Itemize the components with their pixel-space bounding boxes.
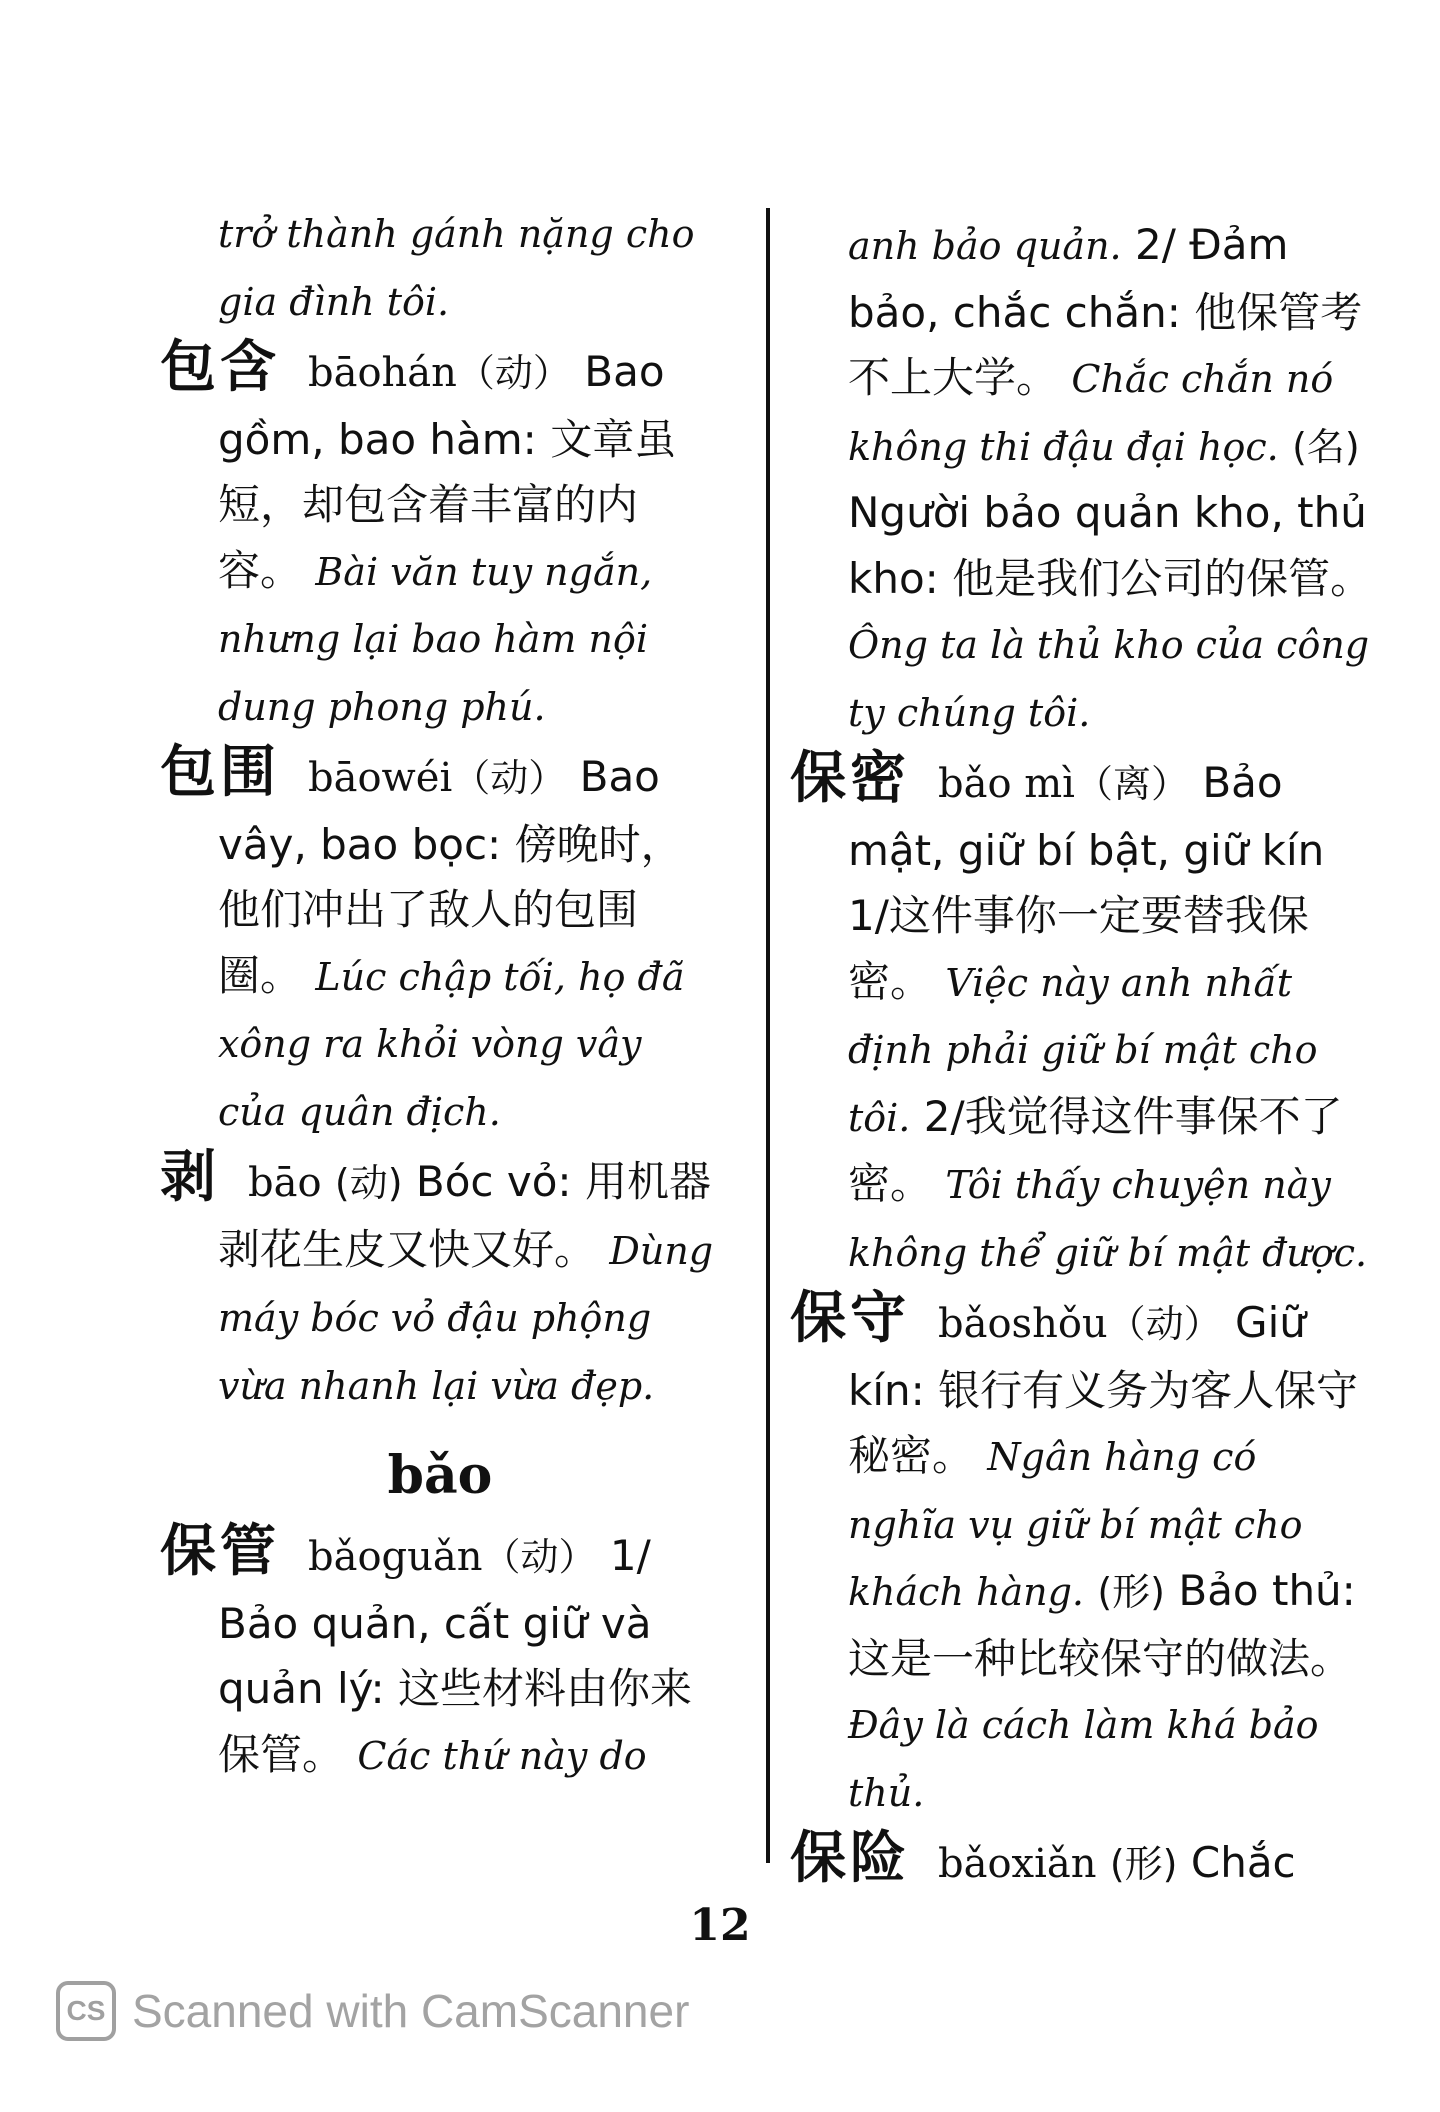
dictionary-entry [160,335,720,740]
definition: Chắc [1190,1838,1296,1887]
example-vi: trở thành gánh nặng cho gia đình tôi. [218,212,695,324]
part-of-speech: （动） [452,756,567,800]
definition: Bao gồm, bao hàm: [218,347,665,464]
pinyin: bāo [248,1160,322,1206]
example-vi: Tôi thấy chuyện này không thể giữ bí mật được. [848,1163,1368,1275]
dictionary-entry [790,1286,1375,1826]
dictionary-entry [160,740,720,1145]
part-of-speech: (动) [334,1161,403,1205]
column-divider [766,208,770,1863]
definition: Người bảo quản kho, thủ kho: [848,488,1367,603]
section-heading: bǎo [387,1445,493,1506]
example-vi: Đây là cách làm khá bảo thủ. [848,1703,1319,1815]
headword: 保密 [790,746,910,811]
part-of-speech: (形) [1097,1570,1166,1614]
definition: Bóc vỏ: [415,1157,572,1206]
example-zh: 这是一种比较保守的做法。 [848,1633,1353,1683]
pinyin: bāohán [308,350,457,396]
dictionary-entry [790,746,1375,1286]
part-of-speech: (名) [1292,424,1360,469]
example-vi: Việc này anh nhất định phải giữ bí mật cho tôi. [848,960,1318,1140]
example-zh: 傍晚时，他们冲出了敌人的包围圈。 [218,819,683,1000]
part-of-speech: (形) [1109,1842,1178,1886]
pinyin: bǎoguǎn [308,1534,483,1580]
example-vi: Lúc chập tối, họ đã xông ra khỏi vòng vây của quân địch. [218,954,685,1134]
pinyin: bǎo mì [938,761,1075,807]
example-zh: 这些材料由你来保管。 [218,1664,692,1779]
dictionary-entry [160,1519,720,1789]
watermark-text: Scanned with CamScanner [132,1985,690,2037]
dictionary-entry [160,1145,720,1419]
definition: Bảo mật, giữ bí bật, giữ kín [848,758,1325,875]
page-number: 12 [689,1900,751,1951]
example-zh: 文章虽短，却包含着丰富的内容。 [218,414,677,595]
part-of-speech: （动） [482,1535,597,1579]
example-vi: Bài văn tuy ngắn, nhưng lại bao hàm nội dung phong phú. [218,549,653,729]
definition: Giữ kín: [848,1298,1306,1415]
example-zh: 1/这件事你一定要替我保密。 [848,891,1309,1006]
example-zh: 他是我们公司的保管。 [952,553,1373,603]
example-vi: Dùng máy bóc vỏ đậu phộng vừa nhanh lại vừa đẹp. [218,1228,714,1408]
headword: 包围 [160,740,280,805]
example-vi: Ngân hàng có nghĩa vụ giữ bí mật cho khách hàng. [848,1435,1303,1614]
example-vi: Chắc chắn nó không thi đậu đại học. [848,357,1334,469]
headword: 保守 [790,1286,910,1351]
example-zh: 用机器剥花生皮又快又好。 [218,1157,711,1274]
left-column [160,200,720,1789]
pinyin: bǎoxiǎn [938,1841,1097,1887]
pinyin: bāowéi [308,755,453,801]
headword: 保险 [790,1826,910,1891]
example-vi: Ông ta là thủ kho của công ty chúng tôi. [848,623,1370,735]
part-of-speech: （动） [456,351,571,395]
continued-entry [790,212,1375,746]
pinyin: bǎoshǒu [938,1301,1108,1347]
example-vi: Các thứ này do [357,1733,647,1778]
camscanner-logo-icon: CS [56,1981,116,2041]
part-of-speech: （动） [1107,1302,1222,1346]
definition: Bảo thủ: [1178,1566,1356,1615]
continued-entry [160,200,720,335]
dictionary-entry [790,1826,1375,1898]
example-vi: anh bảo quản. [848,224,1122,268]
headword: 包含 [160,335,280,400]
example-zh: 2/我觉得这件事保不了密。 [848,1091,1343,1208]
headword: 保管 [160,1519,280,1584]
headword: 剥 [160,1145,220,1210]
definition: 2/ Đảm bảo, chắc chắn: [848,220,1289,337]
right-column [790,212,1375,1898]
example-zh: 银行有义务为客人保守秘密。 [848,1365,1359,1480]
scanner-watermark [56,1976,689,2046]
definition: Bao vây, bao bọc: [218,752,660,869]
part-of-speech: （离） [1074,762,1189,806]
example-zh: 他保管考不上大学。 [848,287,1363,402]
definition: 1/ Bảo quản, cất giữ và quản lý: [218,1531,652,1713]
